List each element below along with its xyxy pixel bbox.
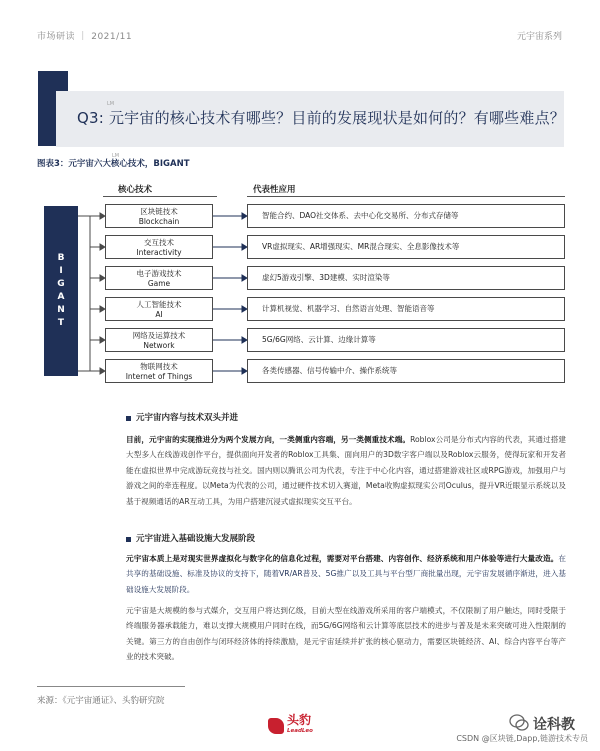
app-box-iot: 各类传感器、信号传输中介、操作系统等: [247, 359, 565, 383]
section1-lead: 目前，元宇宙的实现推进分为两个发展方向，一类侧重内容端，另一类侧重技术端。: [126, 435, 411, 444]
section2-lead: 元宇宙本质上是对现实世界虚拟化与数字化的信息化过程，需要对平台搭建、内容创作、经济系统和用户体验等进行大量改造。: [126, 554, 559, 563]
bigant-label: [44, 206, 78, 376]
section-title: 元宇宙进入基础设施大发展阶段: [136, 534, 256, 544]
header-divider: [103, 196, 217, 197]
tech-name-zh: 物联网技术: [140, 362, 178, 371]
column-header-app: 代表性应用: [253, 185, 296, 195]
tech-name-zh: 电子游戏技术: [136, 269, 182, 278]
bigant-letter: T: [57, 318, 65, 328]
leopard-icon: [268, 718, 284, 734]
tech-box-interactivity: [105, 235, 213, 259]
tech-name-zh: 人工智能技术: [136, 300, 182, 309]
bigant-letter: G: [57, 279, 65, 289]
question-title: Q3: 元宇宙的核心技术有哪些？目前的发展现状是如何的？有哪些难点？: [77, 109, 565, 127]
source-note: 来源：《元宇宙通证》、头豹研究院: [37, 696, 165, 706]
section2-paragraph-2: 元宇宙是大规模的参与式媒介，交互用户将达到亿级，目前大型在线游戏所采用的客户端模式，不仅限制了用户触达，同时受限于终端服务器承载能力，难以支撑大规模用户同时在线，而5G/6G网络和云计算等底层技术的进步与普及是未来突破可进入性限制的关键。第三方的自由创作与闭环经济体的持续激励，是元宇宙延续并扩张的核心驱动力，需要区块链经济、AI、综合内容平台等产业的技术突破。: [126, 606, 566, 662]
tech-box-iot: [105, 359, 213, 383]
logo-subtext: LeadLeo: [287, 728, 313, 734]
watermark-brand: 诠科教: [533, 717, 575, 733]
app-box-network: 5G/6G网络、云计算、边缘计算等: [247, 328, 565, 352]
tech-name-en: Game: [147, 279, 171, 288]
bigant-letter: A: [57, 292, 65, 302]
source-divider: [37, 686, 185, 687]
app-box-game: 虚幻5游戏引擎、3D建模、实时渲染等: [247, 266, 565, 290]
tech-box-game: [105, 266, 213, 290]
section1-body: Roblox公司是分布式内容的代表，其通过搭建大型多人在线游戏创作平台，提供面向开发者的Roblox工具集、面向用户的3D数字客户端以及Roblox云服务，使得玩家和开发者能在虚拟世界中完成游玩竞技与社交。国内则以腾讯公司为代表，专注于中心化内容，通过搭建游戏社区或RPG游戏，加强用户与游戏之间的牵连程度。以Meta为代表的公司，通过硬件技术切入赛道，Meta收购虚拟现实公司Oculus，提升VR近眼显示系统以及基于视频通话的AR互动工具，为用户搭建沉浸式虚拟现实交互平台。: [126, 435, 566, 506]
bigant-letter: N: [57, 305, 65, 315]
bigant-letter: I: [59, 266, 63, 276]
app-box-blockchain: 智能合约、DAO社交体系、去中心化交易所、分布式存储等: [247, 204, 565, 228]
tech-name-zh: 区块链技术: [140, 207, 178, 216]
tech-name-zh: 网络及运算技术: [132, 331, 186, 340]
figure-caption: 图表3：元宇宙六大核心技术，BIGANT: [37, 159, 190, 169]
section-bullet-icon: [126, 537, 131, 542]
figure-small-mark: LM: [112, 153, 120, 159]
tech-name-en: Network: [143, 341, 175, 350]
tech-box-network: [105, 328, 213, 352]
tech-box-blockchain: [105, 204, 213, 228]
column-header-core: 核心技术: [118, 185, 153, 195]
section2-highlight: 在共享的基础设施、标准及协议的支持下，随着VR/AR普及、5G推广以及工具与平台型厂商批量出现，元宇宙发展循序渐进，进入基础设施大发展阶段。: [126, 554, 566, 594]
tech-name-en: AI: [155, 310, 163, 319]
watermark-csdn: CSDN @区块链,Dapp,链游技术专员: [456, 734, 588, 743]
logo-text: 头豹: [287, 713, 312, 727]
app-box-ai: 计算机视觉、机器学习、自然语言处理、智能语音等: [247, 297, 565, 321]
leadleo-logo: [268, 715, 313, 737]
section-bullet-icon: [126, 416, 131, 421]
header-date: 市场研读 ｜ 2021/11: [37, 32, 133, 42]
tech-name-zh: 交互技术: [144, 238, 174, 247]
question-small-mark: LM: [107, 101, 115, 107]
tech-name-en: Interactivity: [136, 248, 182, 257]
section1-paragraph: [126, 432, 566, 509]
section2-paragraph: [126, 551, 566, 597]
section-title: 元宇宙内容与技术双头并进: [136, 413, 239, 423]
tech-name-en: Internet of Things: [125, 372, 193, 381]
wechat-icon: [508, 712, 530, 734]
tech-box-ai: [105, 297, 213, 321]
bigant-letter: B: [57, 253, 65, 263]
tech-name-en: Blockchain: [138, 217, 180, 226]
app-box-interactivity: VR虚拟现实、AR增强现实、MR混合现实、全息影像技术等: [247, 235, 565, 259]
header-divider: [247, 196, 565, 197]
header-series: 元宇宙系列: [516, 32, 562, 42]
